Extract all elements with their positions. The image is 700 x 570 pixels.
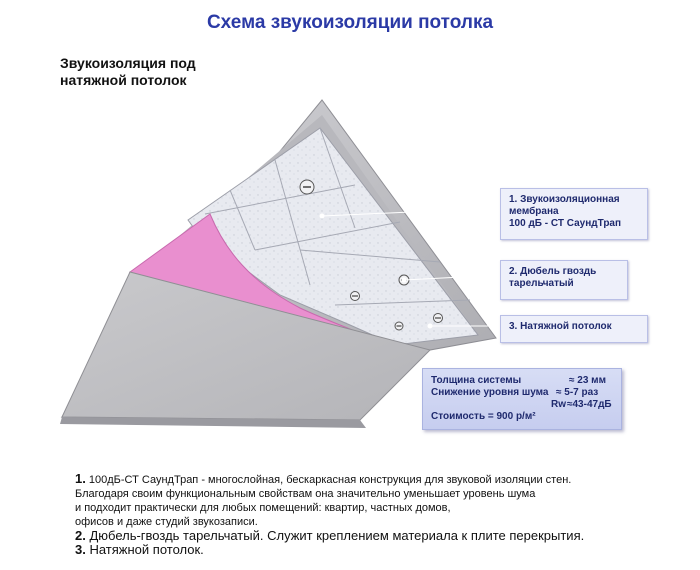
callout-dowel: 2. Дюбель гвоздь тарельчатый xyxy=(500,260,628,300)
spec-thickness-label: Толщина системы xyxy=(431,375,522,386)
spec-cost-text: Стоимость = 900 р/м² xyxy=(431,411,536,422)
spec-rw-label: Rw xyxy=(551,399,566,410)
dowel-icon xyxy=(300,180,314,194)
dowel-icon xyxy=(351,292,360,301)
spec-noise-value: ≈ 5-7 раз xyxy=(556,387,599,398)
footer-item-1-num: 1. xyxy=(75,471,86,486)
diagram-subtitle: Звукоизоляция под натяжной потолок xyxy=(60,55,196,88)
specs-panel xyxy=(422,368,622,430)
spec-rw xyxy=(431,399,613,411)
footer-item-2-text: Дюбель-гвоздь тарельчатый. Служит креплением материала к плите перекрытия. xyxy=(89,528,585,543)
spec-noise-label: Снижение уровня шума xyxy=(431,387,549,398)
spec-noise xyxy=(431,387,613,399)
diagram-title: Схема звукоизоляции потолка xyxy=(206,12,494,33)
footer-notes xyxy=(75,472,675,557)
footer-item-3-num: 3. xyxy=(75,542,86,557)
spec-thickness xyxy=(431,375,613,387)
dowel-icon xyxy=(395,322,403,330)
callout-stretch-ceiling: 3. Натяжной потолок xyxy=(500,315,648,343)
spec-cost xyxy=(431,411,613,423)
footer-item-2 xyxy=(75,529,675,543)
footer-item-3-text: Натяжной потолок. xyxy=(89,542,204,557)
footer-item-2-num: 2. xyxy=(75,528,86,543)
footer-item-1 xyxy=(75,472,675,529)
dowel-icon xyxy=(434,314,443,323)
footer-item-1-text: 100дБ-СТ СаундТрап - многослойная, бескаркасная конструкция для звуковой изоляции стен. Благодаря своим функциональным свойствам она значительно уменьшает уровень шума и подходит практически для любых помещений: квартир, частных домов, офисов и даже студий звукозаписи. xyxy=(75,474,572,528)
spec-thickness-value: ≈ 23 мм xyxy=(569,375,606,386)
spec-rw-value: ≈43-47дБ xyxy=(567,399,612,410)
footer-item-3 xyxy=(75,543,675,557)
callout-membrane: 1. Звукоизоляционная мембрана 100 дБ - СТ СаундТрап xyxy=(500,188,648,240)
